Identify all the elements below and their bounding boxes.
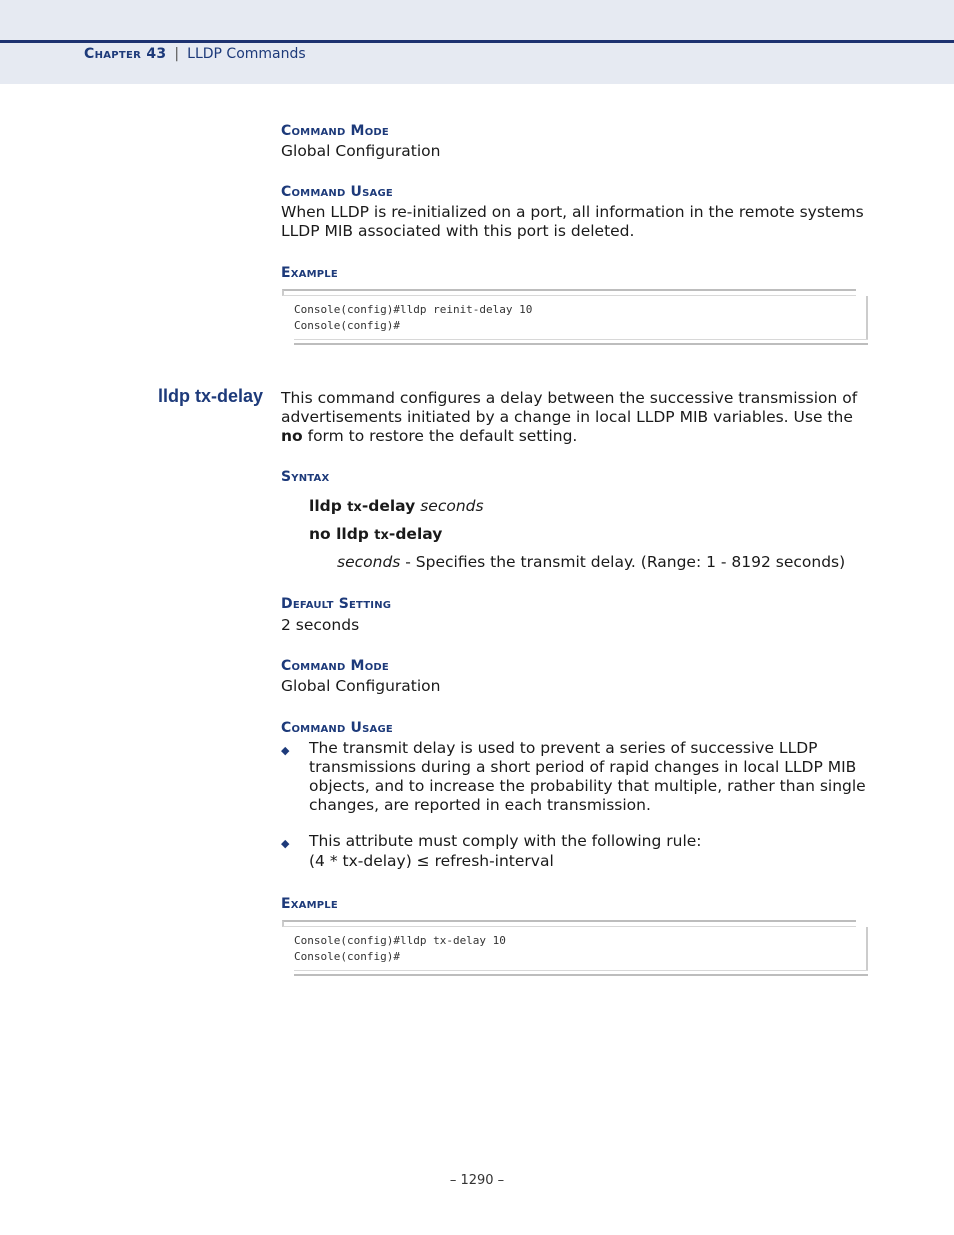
command-mode-text: Global Configuration [281, 142, 441, 160]
command-mode-heading: Command Mode [281, 123, 389, 139]
command-description: This command configures a delay between the successive transmission of advertisements initiated by a change in local LLDP MIB variables. Use the no form to restore the default setting. [281, 389, 858, 445]
default-setting-text: 2 seconds [281, 616, 360, 634]
command-mode-text-2: Global Configuration [281, 677, 441, 695]
usage-bullet-1: ◆ The transmit delay is used to prevent a series of successive LLDP transmissions during a short period of rapid changes in local LLDP MIB objects, and to increase the probability that multiple, rather than single changes, are reported in each transmission. [281, 739, 866, 814]
usage-bullet-2: ◆ This attribute must comply with the following rule: (4 * tx-delay) ≤ refresh-interval [281, 832, 871, 871]
example-code-2: Console(config)#lldp tx-delay 10 Console(config)# [282, 927, 868, 970]
usage-rule: (4 * tx-delay) ≤ refresh-interval [309, 852, 554, 870]
example-code-box-2 [282, 920, 868, 976]
header-separator: | [174, 46, 180, 62]
chapter-label: Chapter 43 [84, 46, 167, 62]
diamond-bullet-icon: ◆ [281, 837, 290, 850]
example-code-box [282, 289, 868, 345]
chapter-title: LLDP Commands [187, 46, 306, 62]
example-heading: Example [281, 265, 338, 281]
parameter-description: seconds - Specifies the transmit delay. (Range: 1 - 8192 seconds) [337, 553, 846, 571]
command-usage-heading: Command Usage [281, 184, 393, 200]
diamond-bullet-icon: ◆ [281, 744, 290, 757]
default-setting-heading: Default Setting [281, 596, 392, 612]
syntax-line-1: lldp tx-delay seconds [309, 497, 484, 515]
example-heading-2: Example [281, 896, 338, 912]
command-mode-heading-2: Command Mode [281, 658, 389, 674]
command-title: lldp tx-delay [158, 386, 264, 406]
command-usage-text: When LLDP is re-initialized on a port, all information in the remote systems LLDP MIB associated with this port is deleted. [281, 203, 864, 240]
header-rule [0, 40, 954, 43]
running-header [84, 46, 306, 62]
example-code: Console(config)#lldp reinit-delay 10 Console(config)# [282, 296, 868, 339]
syntax-line-2: no lldp tx-delay [309, 525, 443, 543]
syntax-heading: Syntax [281, 469, 330, 485]
command-usage-heading-2: Command Usage [281, 720, 393, 736]
page-number: – 1290 – [449, 1173, 505, 1188]
